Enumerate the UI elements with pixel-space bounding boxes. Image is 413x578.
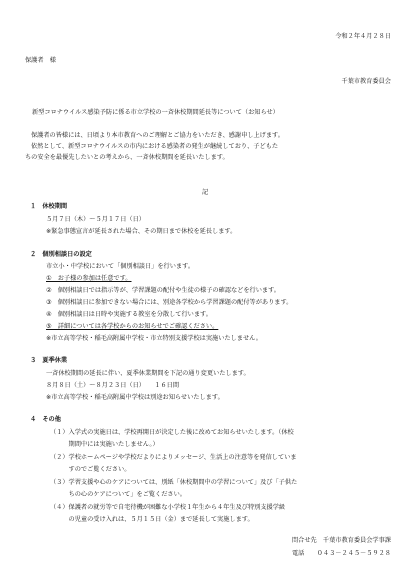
section-4-heading: ４ その他 [30,416,61,423]
section-3-line: 一斉休校期間の延長に伴い、夏季休業期間を下記の通り変更いたします。 [46,370,250,377]
section-4-line: （２）学校ホームページや学校だよりによりメッセージ、生活上の注意等を発信していま [50,454,297,461]
document-date: 令和２年４月２８日 [335,33,391,40]
section-2-item: ④ 個別相談日は日時や実施する教室を分散して行います。 [46,311,212,318]
sender: 千葉市教育委員会 [341,78,391,85]
section-3-line: ※市立高等学校・稲毛高附属中学校は別途お知らせいたします。 [46,394,224,401]
section-2-item: ② 個別相談日では指示等が、学習課題の配付や生徒の様子の確認などを行います。 [46,287,280,294]
intro-paragraph [25,130,393,163]
section-3-heading: ３ 夏季休業 [30,357,68,364]
section-4-line: （４）保護者の就労等で自宅待機が困難な小学校１年生から４年生及び特別支援学級 [50,504,286,511]
section-1-heading: １ 休校期間 [30,203,68,210]
document-title: 新型コロナウイルス感染予防に係る市立学校の一斉休校期間延長等について（お知らせ） [32,109,279,116]
section-4-line: すのでご覧ください。 [50,466,131,473]
section-2-item: ③ 個別相談日に参加できない場合には、別途各学校から学習課題の配付等があります。 [46,299,293,306]
recipient: 保護者 様 [25,57,56,64]
section-4-line: の児童の受け入れは、５月１５日（金）まで延長して実施します。 [50,516,254,523]
section-1-line: ※緊急事態宣言が延長された場合、その期日まで休校を延長します。 [46,228,237,235]
section-4-line: ちの心のケアについて」をご覧ください。 [50,491,186,498]
contact-department: 問合せ先 千葉市教育委員会学事課 [292,537,391,544]
section-3-line: ８月８日（土）～８月２３日（日） １６日間 [46,382,180,389]
ki-mark: 記 [202,189,209,196]
contact-phone: 電話 ０４３－２４５－５９２８ [292,550,391,557]
section-2-item: ① お子様の参加は任意です。 [46,275,132,282]
section-2-item: ⑤ 詳細については各学校からのお知らせでご確認ください。 [46,323,219,330]
section-4-line: 期間中には実施いたしません。） [50,441,159,448]
section-4-line: （３）学習支援や心のケアについては、別紙「休校期間中の学習について」及び「子供た [50,479,298,486]
section-1-line: ５月７日（木）～５月１７日（日） [46,216,145,223]
intro-line: 保護者の皆様には、日頃より本市教育へのご理解とご協力をいただき、感謝申し上げます。 [31,132,284,139]
section-2-lead: 市立小・中学校において「個別相談日」を行います。 [46,263,195,270]
section-4-line: （１）入学式の実施日は、学校再開日が決定した後に改めてお知らせいたします。（休校 [50,429,294,436]
intro-line: ちの安全を最優先したいとの考えから、一斉休校期間を延長いたします。 [25,154,229,161]
section-2-heading: ２ 個別相談日の設定 [30,251,92,258]
intro-line: 依然として、新型コロナウイルスの市内における感染者の発生が継続しており、子どもた [31,143,279,150]
section-2-note: ※市立高等学校・稲毛高附属中学校・市立特別支援学校は実施いたしません。 [46,335,262,342]
